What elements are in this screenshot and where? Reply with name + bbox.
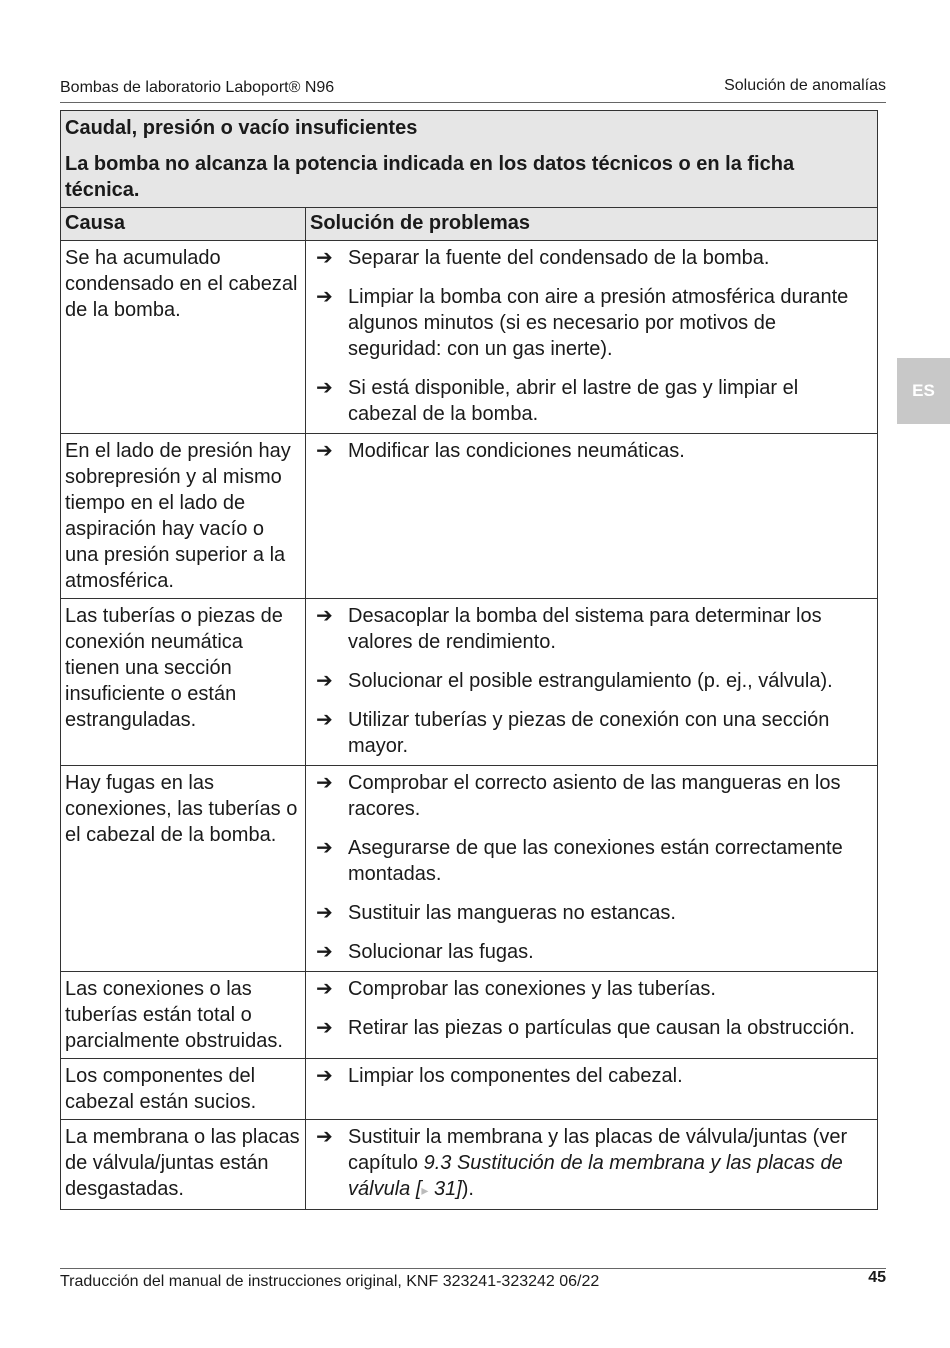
- solution-cell: [306, 241, 878, 434]
- solution-item: [316, 375, 871, 427]
- solution-item: [316, 707, 871, 759]
- solution-item: [316, 1124, 871, 1203]
- page-reference-link[interactable]: 31]: [428, 1178, 462, 1200]
- solution-cell: [306, 972, 878, 1059]
- cause-cell: Se ha acumulado condensado en el cabezal de la bomba.: [61, 241, 306, 434]
- solution-item: [316, 1015, 871, 1041]
- arrow-right-icon: ➔: [316, 1065, 333, 1087]
- arrow-right-icon: ➔: [316, 377, 333, 399]
- solution-text: Utilizar tuberías y piezas de conexión con una sección mayor.: [348, 709, 830, 757]
- page-number: 45: [868, 1269, 886, 1286]
- solution-text: Sustituir las mangueras no estancas.: [348, 902, 676, 924]
- table-title: Caudal, presión o vacío insuficientes: [65, 117, 418, 139]
- solution-text: Retirar las piezas o partículas que causan la obstrucción.: [348, 1017, 855, 1039]
- solution-text: Limpiar los componentes del cabezal.: [348, 1065, 683, 1087]
- solution-item: [316, 835, 871, 887]
- table-title-cell: [61, 111, 878, 208]
- solution-text: Separar la fuente del condensado de la bomba.: [348, 247, 770, 269]
- solution-text: Sustituir la membrana y las placas de válvula/juntas (ver capítulo: [348, 1126, 848, 1174]
- solution-item: [316, 284, 871, 362]
- solution-text: Si está disponible, abrir el lastre de gas y limpiar el cabezal de la bomba.: [348, 377, 799, 425]
- page-header: [60, 76, 886, 103]
- arrow-right-icon: ➔: [316, 440, 333, 462]
- table-row: [61, 972, 878, 1059]
- cause-cell: En el lado de presión hay sobrepresión y al mismo tiempo en el lado de aspiración hay vacío o una presión superior a la atmosférica.: [61, 434, 306, 599]
- page-footer: [60, 1268, 886, 1290]
- arrow-right-icon: ➔: [316, 941, 333, 963]
- solution-item: [316, 438, 871, 464]
- chapter-reference-link[interactable]: 9.3 Sustitución de la membrana y las placas de válvula [: [348, 1152, 843, 1200]
- arrow-right-icon: ➔: [316, 670, 333, 692]
- solution-item: [316, 1063, 871, 1089]
- table-title-row: [61, 111, 878, 208]
- arrow-right-icon: ➔: [316, 902, 333, 924]
- arrow-right-icon: ➔: [316, 772, 333, 794]
- solution-item: [316, 976, 871, 1002]
- solution-item: [316, 770, 871, 822]
- arrow-right-icon: ➔: [316, 978, 333, 1000]
- section-title: Solución de anomalías: [724, 77, 886, 94]
- solution-item: [316, 603, 871, 655]
- column-header-cause: Causa: [61, 208, 306, 241]
- solution-text: Solucionar el posible estrangulamiento (p. ej., válvula).: [348, 670, 833, 692]
- page-reference-icon: ▸: [421, 1182, 429, 1198]
- solution-text: Comprobar el correcto asiento de las mangueras en los racores.: [348, 772, 841, 820]
- solution-cell: [306, 434, 878, 599]
- cause-cell: Las tuberías o piezas de conexión neumática tienen una sección insuficiente o están estranguladas.: [61, 599, 306, 766]
- arrow-right-icon: ➔: [316, 1017, 333, 1039]
- solution-text: Desacoplar la bomba del sistema para determinar los valores de rendimiento.: [348, 605, 822, 653]
- arrow-right-icon: ➔: [316, 1126, 333, 1148]
- solution-item: [316, 668, 871, 694]
- solution-item: [316, 939, 871, 965]
- solution-text: Solucionar las fugas.: [348, 941, 534, 963]
- arrow-right-icon: ➔: [316, 286, 333, 308]
- solution-cell: [306, 599, 878, 766]
- solution-cell: [306, 766, 878, 972]
- cause-cell: Hay fugas en las conexiones, las tuberías o el cabezal de la bomba.: [61, 766, 306, 972]
- solution-text: Modificar las condiciones neumáticas.: [348, 440, 685, 462]
- table-header-row: [61, 208, 878, 241]
- solution-cell: [306, 1120, 878, 1210]
- solution-cell: [306, 1059, 878, 1120]
- solution-text: Asegurarse de que las conexiones están correctamente montadas.: [348, 837, 843, 885]
- arrow-right-icon: ➔: [316, 837, 333, 859]
- table-row: [61, 434, 878, 599]
- column-header-solution: Solución de problemas: [306, 208, 878, 241]
- solution-item: [316, 900, 871, 926]
- solution-text: Limpiar la bomba con aire a presión atmosférica durante algunos minutos (si es necesario por motivos de seguridad: con un gas inerte).: [348, 286, 849, 360]
- arrow-right-icon: ➔: [316, 709, 333, 731]
- arrow-right-icon: ➔: [316, 247, 333, 269]
- table-subtitle: La bomba no alcanza la potencia indicada en los datos técnicos o en la ficha técnica.: [65, 153, 795, 201]
- table-row: [61, 766, 878, 972]
- cause-cell: La membrana o las placas de válvula/juntas están desgastadas.: [61, 1120, 306, 1210]
- arrow-right-icon: ➔: [316, 605, 333, 627]
- cause-cell: Los componentes del cabezal están sucios.: [61, 1059, 306, 1120]
- table-row: [61, 599, 878, 766]
- solution-text: Comprobar las conexiones y las tuberías.: [348, 978, 716, 1000]
- solution-item: [316, 245, 871, 271]
- footer-text: Traducción del manual de instrucciones original, KNF 323241-323242 06/22: [60, 1273, 600, 1290]
- language-tab: ES: [897, 358, 950, 424]
- table-row: [61, 1059, 878, 1120]
- solution-text-end: ).: [461, 1178, 474, 1200]
- document-title: Bombas de laboratorio Laboport® N96: [60, 79, 335, 96]
- table-row: [61, 1120, 878, 1210]
- troubleshooting-table: [60, 110, 878, 1210]
- table-row: [61, 241, 878, 434]
- cause-cell: Las conexiones o las tuberías están total o parcialmente obstruidas.: [61, 972, 306, 1059]
